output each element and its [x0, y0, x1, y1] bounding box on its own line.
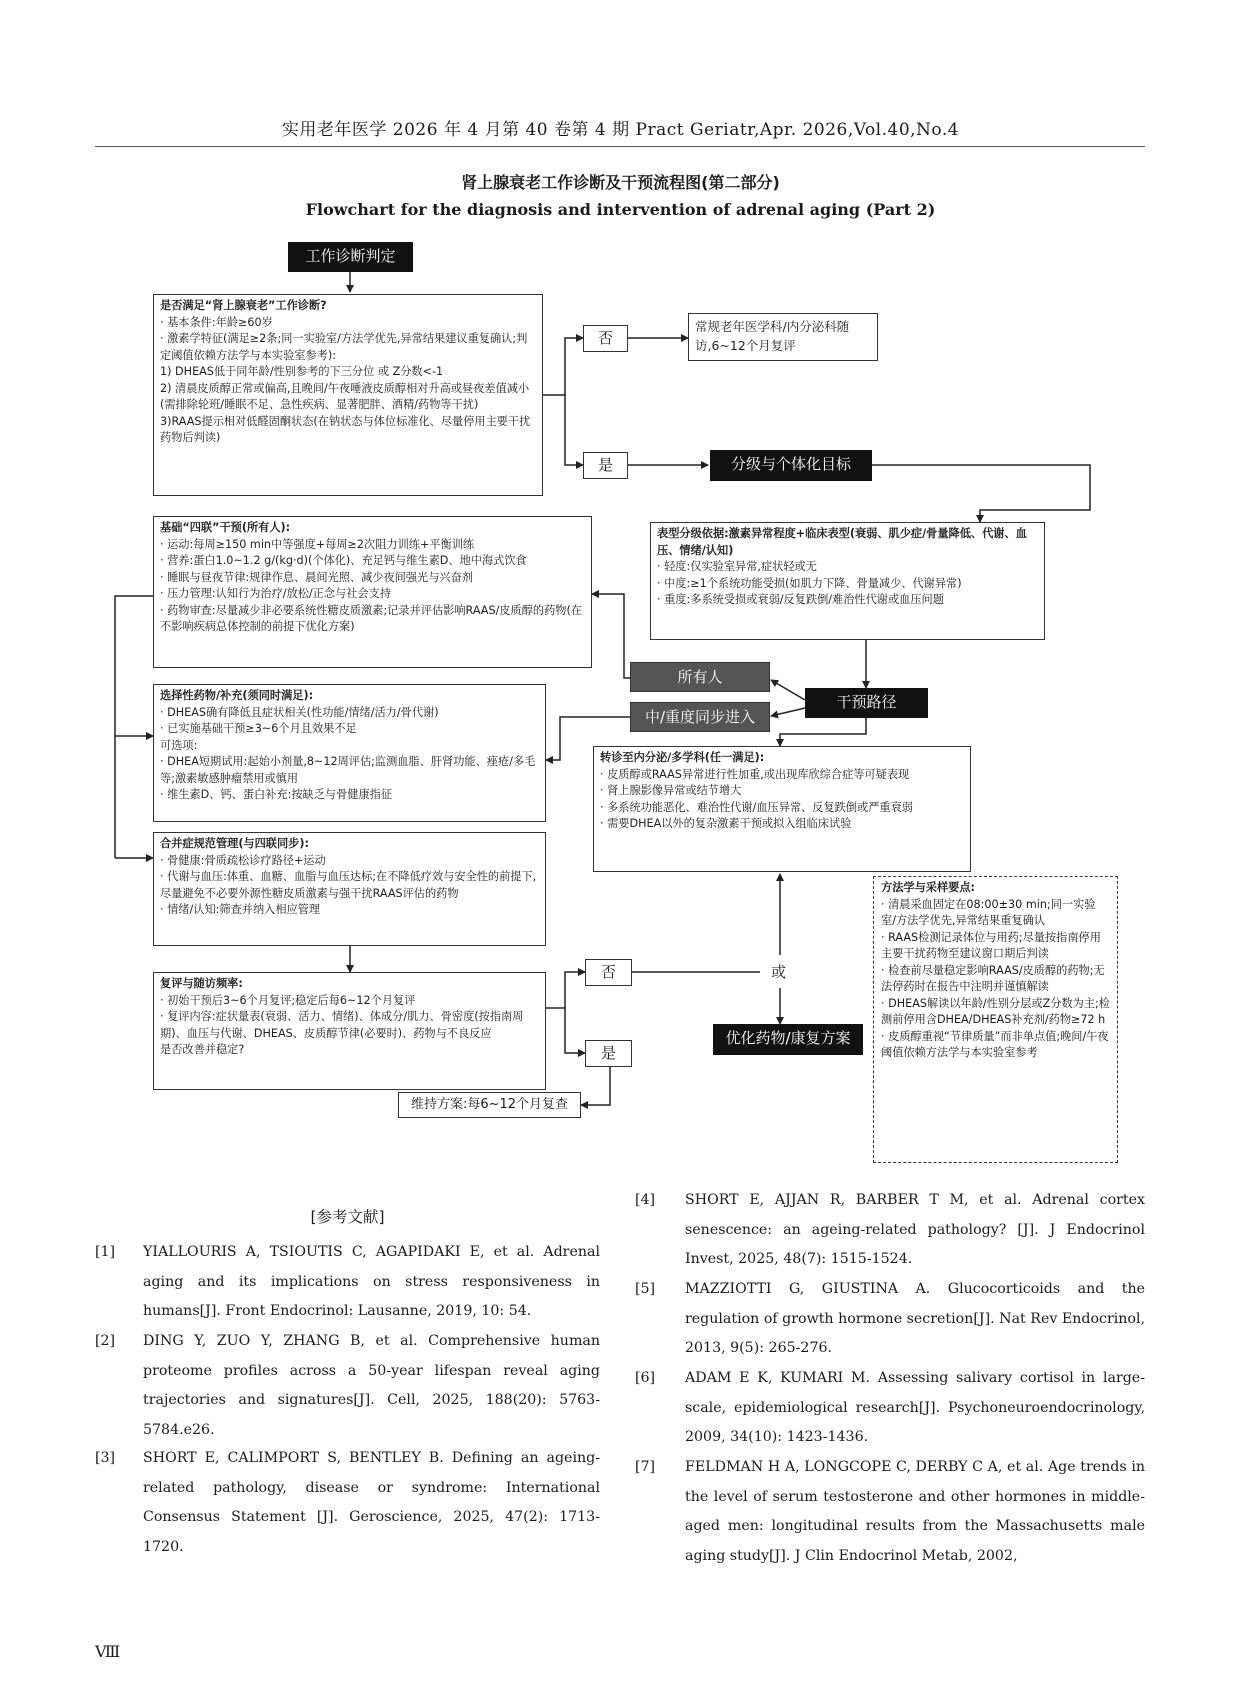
yes-label-2: 是	[585, 1040, 632, 1067]
followup-box	[153, 972, 546, 1090]
criteria-line: 1) DHEAS低于同年龄/性别参考的下三分位 或 Z分数<-1	[160, 365, 444, 378]
criteria-line: 2) 清晨皮质醇正常或偏高,且晚间/午夜唾液皮质醇相对升高或昼夜差值减小(需排除轮班/睡眠不足、急性疾病、显著肥胖、酒精/药物等干扰)	[160, 381, 530, 411]
arrow-criteria-to-no	[543, 338, 583, 395]
reference-text: YIALLOURIS A, TSIOUTIS C, AGAPIDAKI E, et al. Adrenal aging and its implications on stress responsiveness in humans[J]. Front Endocrinol: Lausanne, 2019, 10: 54.	[143, 1244, 600, 1319]
followup-question: 是否改善并稳定?	[160, 1043, 245, 1056]
left-rail	[115, 596, 153, 858]
reference-number: [7]	[635, 1459, 656, 1475]
phenotype-line: · 中度:≥1个系统功能受损(如肌力下降、骨量减少、代谢异常)	[657, 576, 962, 590]
arrow-path-to-mid	[771, 708, 805, 716]
referral-line: · 需要DHEA以外的复杂激素干预或拟入组临床试验	[600, 817, 852, 830]
intervention-path-node: 干预路径	[805, 688, 928, 718]
selective-line: · 已实施基础干预≥3~6个月且效果不足	[160, 722, 357, 735]
reference-text: SHORT E, CALIMPORT S, BENTLEY B. Defining an ageing-related pathology, disease or syndrome: International Consensus Statement [J]. Geroscience, 2025, 47(2): 1713-1720.	[143, 1450, 600, 1555]
referral-box	[593, 746, 971, 872]
start-node: 工作诊断判定	[288, 242, 413, 272]
reference-number: [2]	[95, 1333, 116, 1349]
basic-line: · 运动:每周≥150 min中等强度+每周≥2次阻力训练+平衡训练	[160, 537, 475, 551]
reference-item	[95, 1327, 600, 1445]
method-line: · DHEAS解读以年龄/性别分层或Z分数为主;检测前停用含DHEA/DHEAS补充剂/药物≥72 h	[881, 996, 1110, 1026]
routine-followup-box: 常规老年医学科/内分泌科随访,6~12个月复评	[688, 313, 878, 361]
reference-item	[635, 1453, 1145, 1573]
phenotype-line: · 轻度:仅实验室异常,症状轻或无	[657, 560, 817, 573]
basic-title: 基础“四联”干预(所有人):	[160, 521, 291, 534]
reference-text: ADAM E K, KUMARI M. Assessing salivary cortisol in large-scale, epidemiological research[J]. Psychoneuroendocrinology, 2009, 34(10): 1423-1436.	[685, 1370, 1145, 1445]
reference-text: SHORT E, AJJAN R, BARBER T M, et al. Adrenal cortex senescence: an ageing-related pathology? [J]. J Endocrinol Invest, 2025, 48(7): 1515-1524.	[685, 1192, 1145, 1267]
reference-item	[95, 1238, 600, 1328]
arrow-all-to-basic	[592, 594, 630, 678]
references-title: [参考文献]	[310, 1208, 385, 1226]
basic-line: · 药物审查:尽量减少非必要系统性糖皮质激素;记录并评估影响RAAS/皮质醇的药物(在不影响疾病总体控制的前提下优化方案)	[160, 603, 583, 633]
comorbidity-box	[153, 832, 546, 946]
grading-target-node: 分级与个体化目标	[710, 450, 872, 481]
phenotype-line: · 重度:多系统受损或衰弱/反复跌倒/难治性代谢或血压问题	[657, 593, 944, 606]
reference-text: FELDMAN H A, LONGCOPE C, DERBY C A, et al. Age trends in the level of serum testosterone and other hormones in middle-aged men: longitudinal results from the Massachusetts male aging study[J]. J Clin Endocrinol Metab, 2002,	[685, 1459, 1145, 1564]
referral-line: · 多系统功能恶化、难治性代谢/血压异常、反复跌倒或严重衰弱	[600, 800, 913, 814]
referral-title: 转诊至内分泌/多学科(任一满足):	[600, 751, 765, 764]
method-line: · 检查前尽量稳定影响RAAS/皮质醇的药物;无法停药时在报告中注明并谨慎解读	[881, 963, 1105, 993]
criteria-line: 3)RAAS提示相对低醛固酮状态(在钠状态与体位标准化、尽量停用主要干扰药物后判读)	[160, 414, 531, 444]
arrow-path-to-referral	[780, 718, 866, 746]
phenotype-box	[650, 522, 1045, 640]
no-label-1: 否	[583, 325, 628, 352]
arrow-grading-to-phenotype	[872, 465, 1090, 522]
reference-item	[635, 1364, 1145, 1454]
reference-number: [4]	[635, 1192, 656, 1208]
reference-text: DING Y, ZUO Y, ZHANG B, et al. Comprehensive human proteome profiles across a 50-year lifespan reveal aging trajectories and signatures[J]. Cell, 2025, 188(20): 5763-5784.e26.	[143, 1333, 600, 1438]
basic-line: · 压力管理:认知行为治疗/放松/正念与社会支持	[160, 587, 391, 600]
arrow-yes-to-maintain	[581, 1066, 610, 1105]
criteria-box	[153, 294, 543, 496]
method-line: · 皮质醇重视“节律质量”而非单点值;晚间/午夜阈值依赖方法学与本实验室参考	[881, 1029, 1109, 1059]
selective-line: 可选项:	[160, 738, 198, 752]
comorbid-line: · 情绪/认知:筛查并纳入相应管理	[160, 903, 321, 916]
selective-line: · DHEAS确有降低且症状相关(性功能/情绪/活力/骨代谢)	[160, 705, 439, 719]
figure-title-en: Flowchart for the diagnosis and intervention of adrenal aging (Part 2)	[305, 200, 936, 219]
figure-title-cn: 肾上腺衰老工作诊断及干预流程图(第二部分)	[461, 173, 780, 192]
followup-line: · 复评内容:症状量表(衰弱、活力、情绪)、体成分/肌力、骨密度(按指南周期)、血压与代谢、DHEAS、皮质醇节律(必要时)、药物与不良反应	[160, 1010, 524, 1040]
method-title: 方法学与采样要点:	[881, 881, 975, 894]
reference-item	[635, 1275, 1145, 1365]
reference-number: [6]	[635, 1370, 656, 1386]
mid-severe-node: 中/重度同步进入	[630, 702, 770, 732]
all-people-node: 所有人	[630, 662, 770, 692]
method-line: · RAAS检测记录体位与用药;尽量按指南停用主要干扰药物至建议窗口期后判读	[881, 930, 1101, 960]
selective-medication-box	[153, 684, 546, 822]
arrow-criteria-to-yes	[565, 395, 583, 465]
maintain-box: 维持方案:每6~12个月复查	[398, 1092, 581, 1118]
optimize-node: 优化药物/康复方案	[713, 1024, 863, 1055]
followup-title: 复评与随访频率:	[160, 977, 243, 990]
journal-header: 实用老年医学 2026 年 4 月第 40 卷第 4 期 Pract Geriatr,Apr. 2026,Vol.40,No.4	[281, 120, 960, 140]
basic-line: · 营养:蛋白1.0~1.2 g/(kg·d)(个体化)、充足钙与维生素D、地中海式饮食	[160, 554, 527, 567]
reference-item	[635, 1186, 1145, 1276]
reference-item	[95, 1444, 600, 1562]
basic-line: · 睡眠与昼夜节律:规律作息、晨间光照、减少夜间强光与兴奋剂	[160, 570, 473, 584]
no-label-2: 否	[585, 959, 632, 986]
phenotype-title: 表型分级依据:激素异常程度+临床表型(衰弱、肌少症/骨量降低、代谢、血压、情绪/认知)	[657, 527, 1027, 557]
reference-text: MAZZIOTTI G, GIUSTINA A. Glucocorticoids and the regulation of growth hormone secretion[J]. Nat Rev Endocrinol, 2013, 9(5): 265-276.	[685, 1281, 1145, 1356]
selective-line: · DHEA短期试用:起始小剂量,8~12周评估;监测血脂、肝肾功能、痤疮/多毛等;激素敏感肿瘤禁用或慎用	[160, 755, 536, 785]
selective-line: · 维生素D、钙、蛋白补充:按缺乏与骨健康指征	[160, 788, 393, 801]
criteria-line: · 激素学特征(满足≥2条;同一实验室/方法学优先,异常结果建议重复确认;判定阈值依赖方法学与本实验室参考):	[160, 332, 528, 362]
methodology-box	[873, 876, 1118, 1163]
followup-line: · 初始干预后3~6个月复评;稳定后每6~12个月复评	[160, 993, 416, 1007]
selective-title: 选择性药物/补充(须同时满足):	[160, 689, 314, 702]
arrow-followup-to-no	[546, 972, 585, 1008]
reference-number: [3]	[95, 1450, 116, 1466]
referral-line: · 肾上腺影像异常或结节增大	[600, 784, 742, 797]
comorbid-line: · 代谢与血压:体重、血糖、血脂与血压达标;在不降低疗效与安全性的前提下,尽量避免不必要外源性糖皮质激素与强干扰RAAS评估的药物	[160, 870, 537, 900]
method-line: · 清晨采血固定在08:00±30 min;同一实验室/方法学优先,异常结果重复确认	[881, 897, 1096, 927]
page-number: Ⅷ	[95, 1642, 121, 1661]
arrow-path-to-all	[771, 680, 805, 700]
criteria-title: 是否满足“肾上腺衰老”工作诊断?	[160, 299, 327, 312]
basic-intervention-box	[153, 516, 592, 668]
reference-number: [1]	[95, 1244, 116, 1260]
comorbid-line: · 骨健康:骨质疏松诊疗路径+运动	[160, 853, 326, 867]
yes-label-1: 是	[583, 452, 628, 479]
reference-number: [5]	[635, 1281, 656, 1297]
referral-line: · 皮质醇或RAAS异常进行性加重,或出现库欣综合症等可疑表现	[600, 767, 910, 781]
criteria-line: · 基本条件:年龄≥60岁	[160, 315, 273, 329]
comorbid-title: 合并症规范管理(与四联同步):	[160, 837, 309, 850]
or-label: 或	[771, 963, 787, 981]
arrow-followup-to-yes	[565, 1008, 585, 1053]
